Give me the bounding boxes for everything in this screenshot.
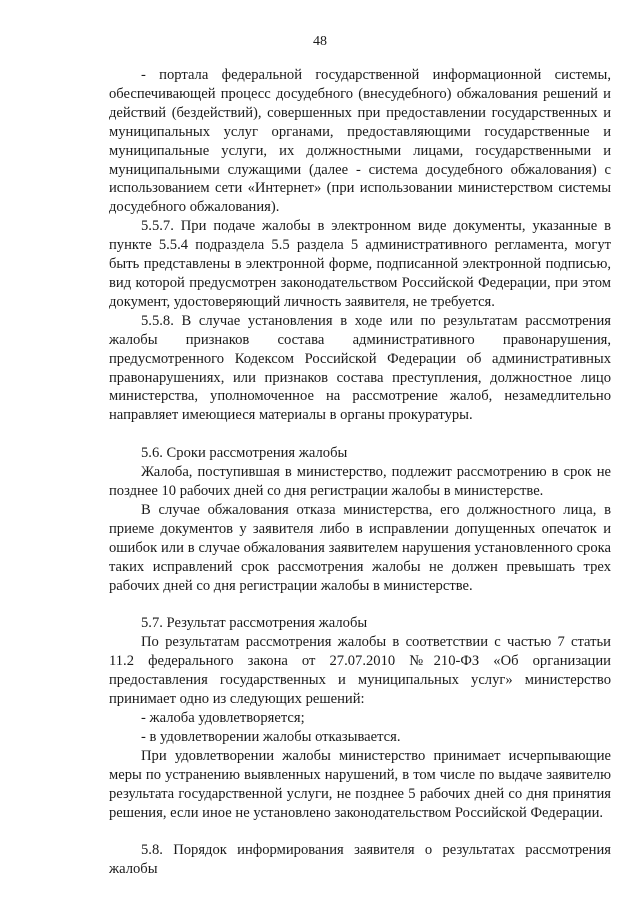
paragraph-5-5-7: 5.5.7. При подаче жалобы в электронном виде документы, указанные в пункте 5.5.4 подраздела 5.5 раздела 5 административного регламента, могут быть представлены в электронной форме, подписанной электронной подписью, вид которой предусмотрен законодательством Российской Федерации, при этом документ, удостоверяющий личность заявителя, не требуется. <box>109 218 611 310</box>
section-heading-5-7: 5.7. Результат рассмотрения жалобы <box>141 615 368 632</box>
page-number: 48 <box>313 34 327 49</box>
paragraph-5-5-8: 5.5.8. В случае установления в ходе или по результатам рассмотрения жалобы признаков состава административного правонарушения, предусмотренного Кодексом Российской Федерации об административных правонарушениях, или признаков состава преступления, должностное лицо министерства, уполномоченное на рассмотрение жалоб, незамедлительно направляет имеющиеся материалы в органы прокуратуры. <box>109 312 611 424</box>
section-heading-5-6: 5.6. Сроки рассмотрения жалобы <box>141 445 348 462</box>
paragraph-refusal-term: В случае обжалования отказа министерства, его должностного лица, в приеме документов у заявителя либо в исправлении допущенных опечаток и ошибок или в случае обжалования заявителем нарушения установленного срока таких исправлений срок рассмотрения жалобы не должен превышать трех рабочих дней со дня регистрации жалобы в министерстве. <box>109 501 611 594</box>
document-body <box>109 66 611 879</box>
list-item-satisfied: - жалоба удовлетворяется; <box>141 710 305 726</box>
paragraph-portal-item: - портала федеральной государственной информационной системы, обеспечивающей процесс досудебного (внесудебного) обжалования решений и действий (бездействий), совершенных при предоставлении государственных и муниципальных услуг органами, предоставляющими государственные и муниципальные услуги, их должностными лицами, государственными и муниципальными служащими (далее - система досудебного обжалования) с использованием сети «Интернет» (при использовании министерством системы досудебного обжалования). <box>109 67 611 216</box>
paragraph-remedy-measures: При удовлетворении жалобы министерство принимает исчерпывающие меры по устранению выявленных нарушений, в том числе по выдаче заявителю результата государственной услуги, не позднее 5 рабочих дней со дня принятия решения, если иное не установлено законодательством Российской Федерации. <box>109 747 611 821</box>
paragraph-complaint-term: Жалоба, поступившая в министерство, подлежит рассмотрению в срок не позднее 10 рабочих дней со дня регистрации жалобы в министерстве. <box>109 464 611 500</box>
list-item-rejected: - в удовлетворении жалобы отказывается. <box>141 728 401 745</box>
section-heading-5-8: 5.8. Порядок информирования заявителя о результатах рассмотрения жалобы <box>109 842 611 878</box>
paragraph-decision-intro: По результатам рассмотрения жалобы в соответствии с частью 7 статьи 11.2 федерального закона от 27.07.2010 №210-ФЗ «Об организации предоставления государственных и муниципальных услуг» министерство принимает одно из следующих решений: <box>109 634 611 708</box>
